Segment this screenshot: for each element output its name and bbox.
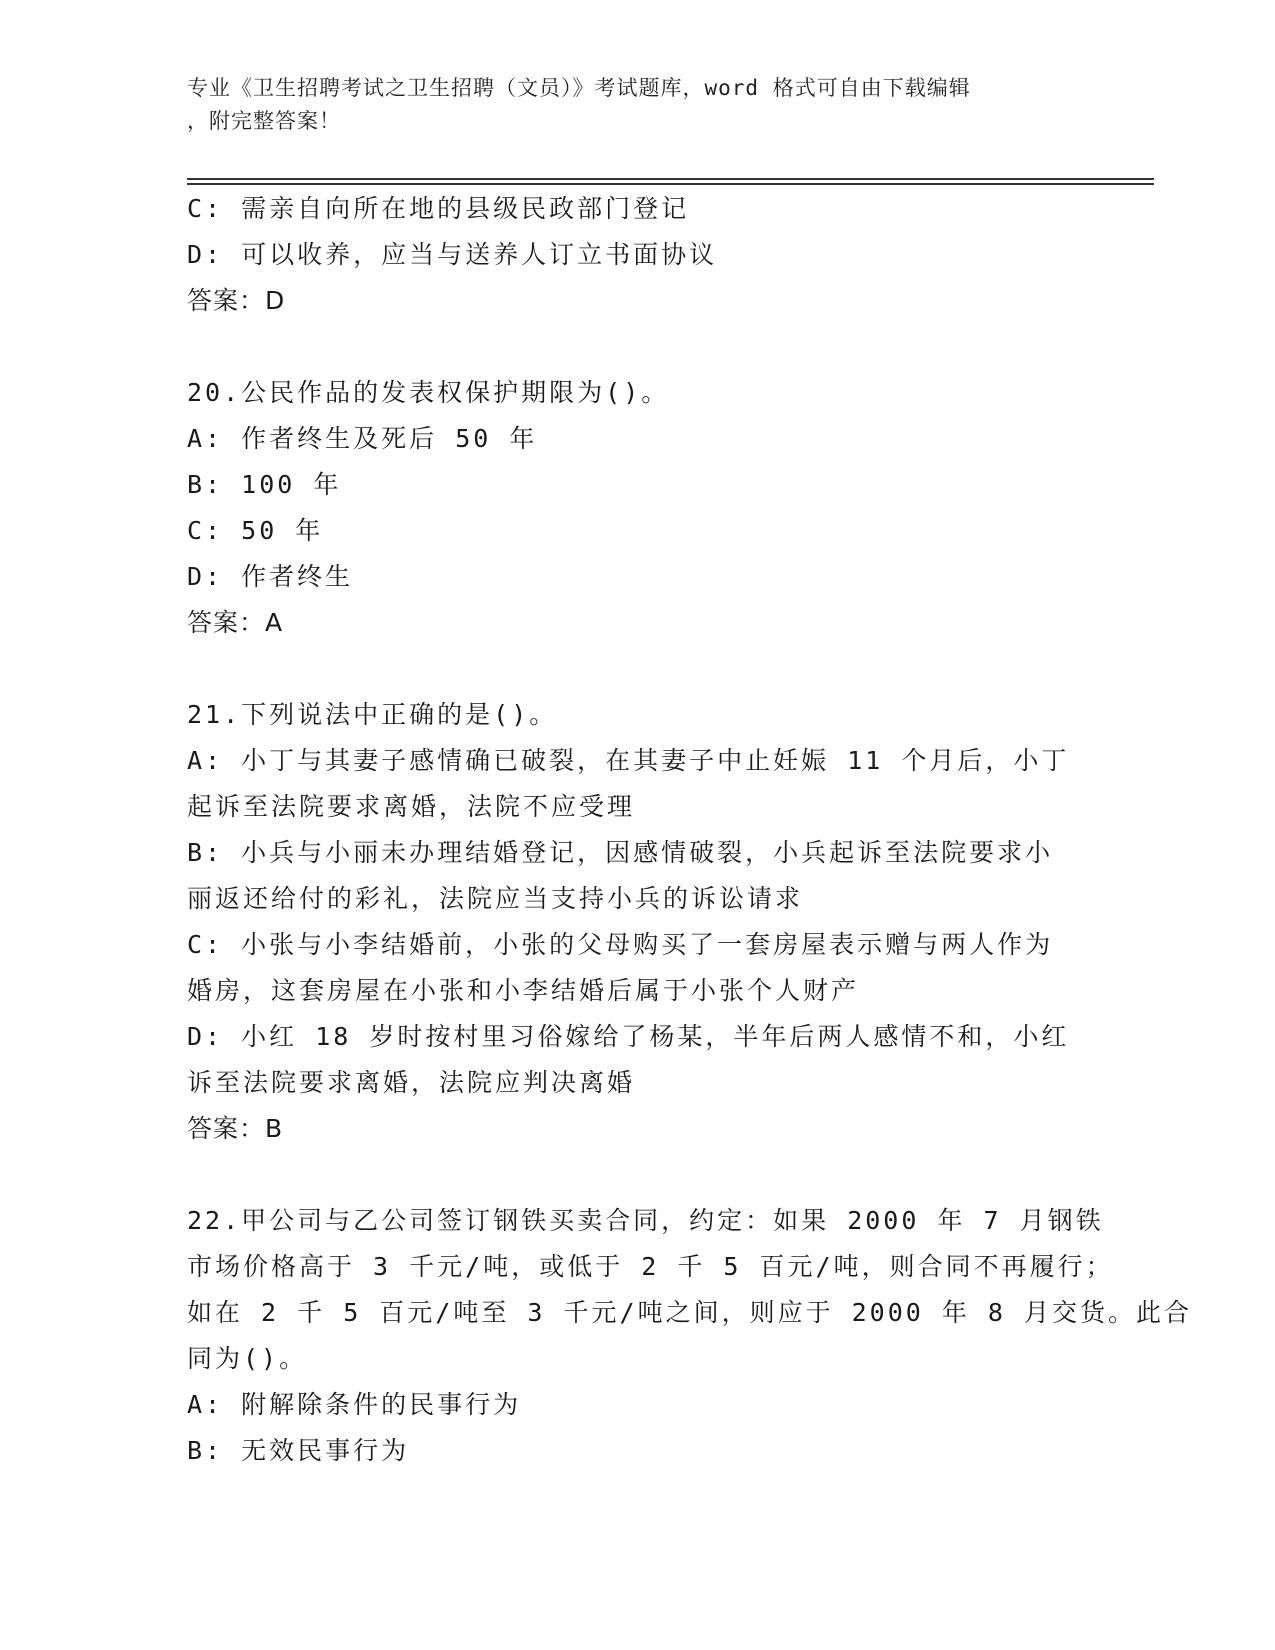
- question-stem: 21.下列说法中正确的是()。: [187, 700, 558, 729]
- option-d: D: 可以收养，应当与送养人订立书面协议: [187, 240, 718, 269]
- option-b: B: 100 年: [187, 470, 342, 499]
- option-d-continued: 诉至法院要求离婚，法院应判决离婚: [187, 1068, 636, 1097]
- answer-line: 答案：B: [187, 1114, 284, 1143]
- question-stem: 20.公民作品的发表权保护期限为()。: [187, 378, 670, 407]
- option-a: A: 作者终生及死后 50 年: [187, 424, 538, 453]
- document-header: [187, 72, 1087, 138]
- question-content: [187, 186, 1193, 1474]
- question-20: [187, 370, 1087, 646]
- header-rule-top: [187, 178, 1154, 180]
- option-c: C: 50 年: [187, 516, 324, 545]
- header-line-1: 专业《卫生招聘考试之卫生招聘（文员）》考试题库，word 格式可自由下载编辑: [187, 76, 971, 100]
- question-stem: 22.甲公司与乙公司签订钢铁买卖合同，约定：如果 2000 年 7 月钢铁: [187, 1206, 1104, 1235]
- option-b: B: 小兵与小丽未办理结婚登记，因感情破裂，小兵起诉至法院要求小: [187, 838, 1054, 867]
- option-b-continued: 丽返还给付的彩礼，法院应当支持小兵的诉讼请求: [187, 884, 804, 913]
- option-c: C: 需亲自向所在地的县级民政部门登记: [187, 194, 690, 223]
- spacer: [187, 324, 1087, 370]
- partial-question: [187, 186, 1087, 324]
- option-d: D: 小红 18 岁时按村里习俗嫁给了杨某，半年后两人感情不和，小红: [187, 1022, 1070, 1051]
- question-22: [187, 1198, 1193, 1474]
- option-a-continued: 起诉至法院要求离婚，法院不应受理: [187, 792, 636, 821]
- question-21: [187, 692, 1087, 1152]
- header-line-2: ，附完整答案！: [187, 109, 341, 133]
- option-a: A: 附解除条件的民事行为: [187, 1390, 522, 1419]
- question-stem-continued: 如在 2 千 5 百元/吨至 3 千元/吨之间，则应于 2000 年 8 月交货。此合: [187, 1298, 1193, 1327]
- header-rule-bottom: [187, 183, 1154, 185]
- option-c: C: 小张与小李结婚前，小张的父母购买了一套房屋表示赠与两人作为: [187, 930, 1054, 959]
- spacer: [187, 646, 1087, 692]
- option-a: A: 小丁与其妻子感情确已破裂，在其妻子中止妊娠 11 个月后，小丁: [187, 746, 1070, 775]
- question-stem-continued: 同为()。: [187, 1344, 308, 1373]
- option-b: B: 无效民事行为: [187, 1436, 410, 1465]
- answer-line: 答案：A: [187, 608, 284, 637]
- option-d: D: 作者终生: [187, 562, 354, 591]
- option-c-continued: 婚房，这套房屋在小张和小李结婚后属于小张个人财产: [187, 976, 860, 1005]
- spacer: [187, 1152, 1087, 1198]
- question-stem-continued: 市场价格高于 3 千元/吨，或低于 2 千 5 百元/吨，则合同不再履行；: [187, 1252, 1114, 1281]
- answer-line: 答案：D: [187, 286, 286, 315]
